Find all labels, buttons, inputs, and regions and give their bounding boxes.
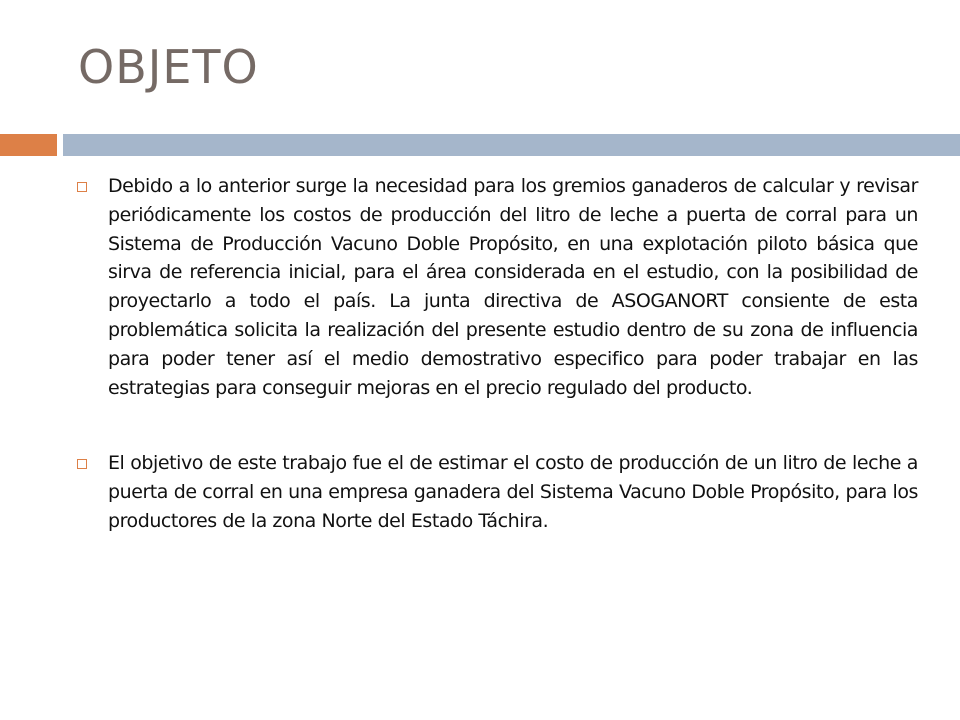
hollow-square-bullet-icon <box>77 182 87 192</box>
slide-content <box>72 172 918 583</box>
slide-title: OBJETO <box>78 40 259 94</box>
bullet-text: El objetivo de este trabajo fue el de estimar el costo de producción de un litro de leche a puerta de corral en una empresa ganadera del Sistema Vacuno Doble Propósito, para los productores de la zona Norte del Estado Táchira. <box>108 452 918 532</box>
bullet-item <box>72 172 918 402</box>
title-accent-bar <box>0 134 57 156</box>
title-rule-bar <box>63 134 960 156</box>
bullet-item <box>72 449 918 535</box>
bullet-text: Debido a lo anterior surge la necesidad para los gremios ganaderos de calcular y revisar periódicamente los costos de producción del litro de leche a puerta de corral para un Sistema de Producción Vacuno Doble Propósito, en una explotación piloto básica que sirva de referencia inicial, para el área considerada en el estudio, con la posibilidad de proyectarlo a todo el país. La junta directiva de ASOGANORT consiente de esta problemática solicita la realización del presente estudio dentro de su zona de influencia para poder tener así el medio demostrativo especifico para poder trabajar en las estrategias para conseguir mejoras en el precio regulado del producto. <box>108 175 918 399</box>
hollow-square-bullet-icon <box>77 459 87 469</box>
